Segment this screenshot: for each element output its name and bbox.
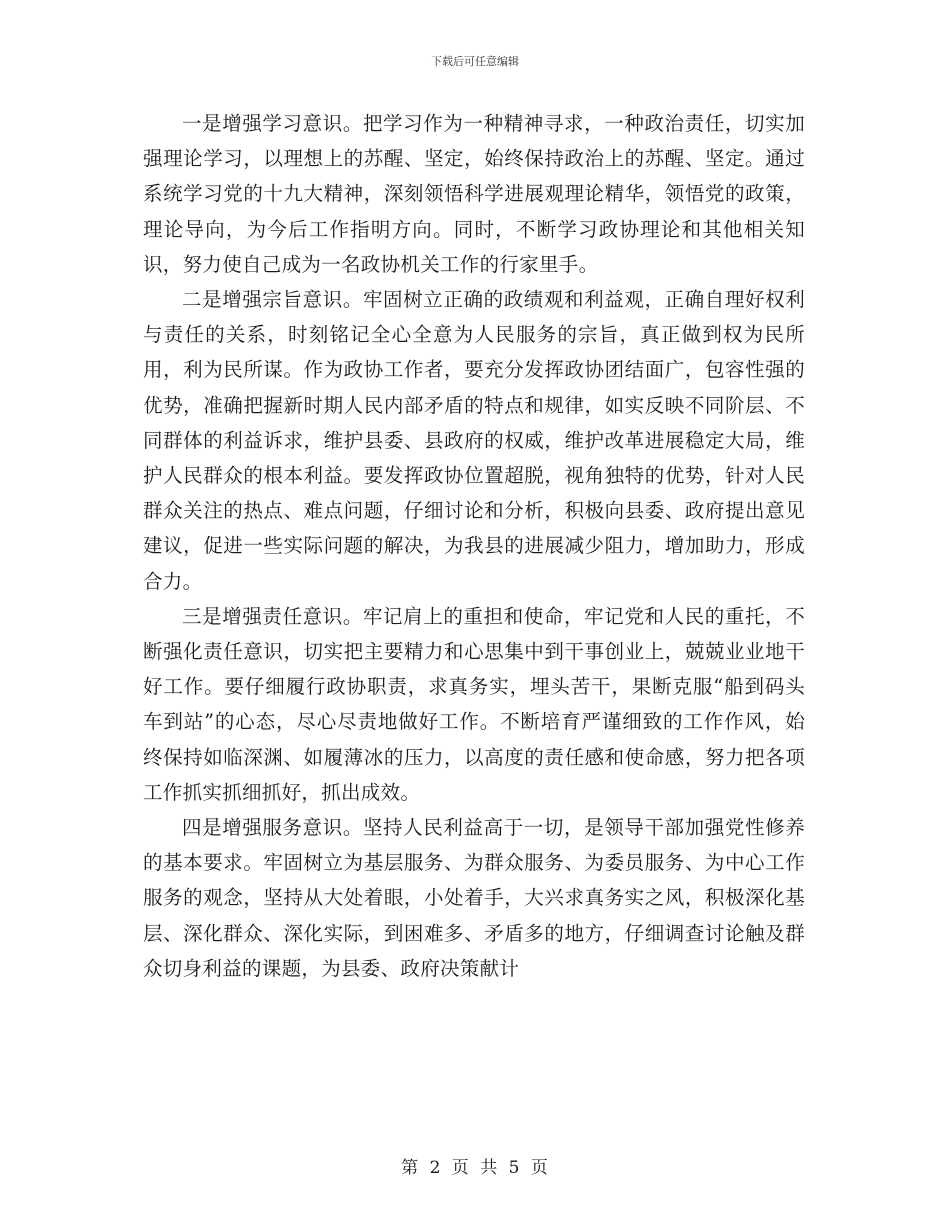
- paragraph-study-awareness: 一是增强学习意识。把学习作为一种精神寻求，一种政治责任，切实加强理论学习，以理想上的苏醒、坚定，始终保持政治上的苏醒、坚定。通过系统学习党的十九大精神，深刻领悟科学进展观理论精华，领悟党的政策，理论导向，为今后工作指明方向。同时，不断学习政协理论和其他相关知识，努力使自己成为一名政协机关工作的行家里手。: [143, 112, 805, 276]
- paragraph-purpose-awareness: 二是增强宗旨意识。牢固树立正确的政绩观和利益观，正确自理好权利与责任的关系，时刻铭记全心全意为人民服务的宗旨，真正做到权为民所用，利为民所谋。作为政协工作者，要充分发挥政协团结面广，包容性强的优势，准确把握新时期人民内部矛盾的特点和规律，如实反映不同阶层、不同群体的利益诉求，维护县委、县政府的权威，维护改革进展稳定大局，维护人民群众的根本利益。要发挥政协位置超脱，视角独特的优势，针对人民群众关注的热点、难点问题，仔细讨论和分析，积极向县委、政府提出意见建议，促进一些实际问题的解决，为我县的进展减少阻力，增加助力，形成合力。: [143, 288, 805, 593]
- page-number-footer: 第 2 页 共 5 页: [401, 1158, 549, 1178]
- document-body: [143, 106, 805, 986]
- paragraph-service-awareness: 四是增强服务意识。坚持人民利益高于一切，是领导干部加强党性修养的基本要求。牢固树立为基层服务、为群众服务、为委员服务、为中心工作服务的观念，坚持从大处着眼，小处着手，大兴求真务实之风，积极深化基层、深化群众、深化实际，到困难多、矛盾多的地方，仔细调查讨论触及群众切身利益的课题，为县委、政府决策献计: [143, 816, 805, 980]
- paragraph-responsibility-awareness: 三是增强责任意识。牢记肩上的重担和使命，牢记党和人民的重托，不断强化责任意识，切实把主要精力和心思集中到干事创业上，兢兢业业地干好工作。要仔细履行政协职责，求真务实，埋头苦干，果断克服“船到码头车到站”的心态，尽心尽责地做好工作。不断培育严谨细致的工作作风，始终保持如临深渊、如履薄冰的压力，以高度的责任感和使命感，努力把各项工作抓实抓细抓好，抓出成效。: [143, 604, 805, 804]
- header-note: 下载后可任意编辑: [431, 55, 519, 68]
